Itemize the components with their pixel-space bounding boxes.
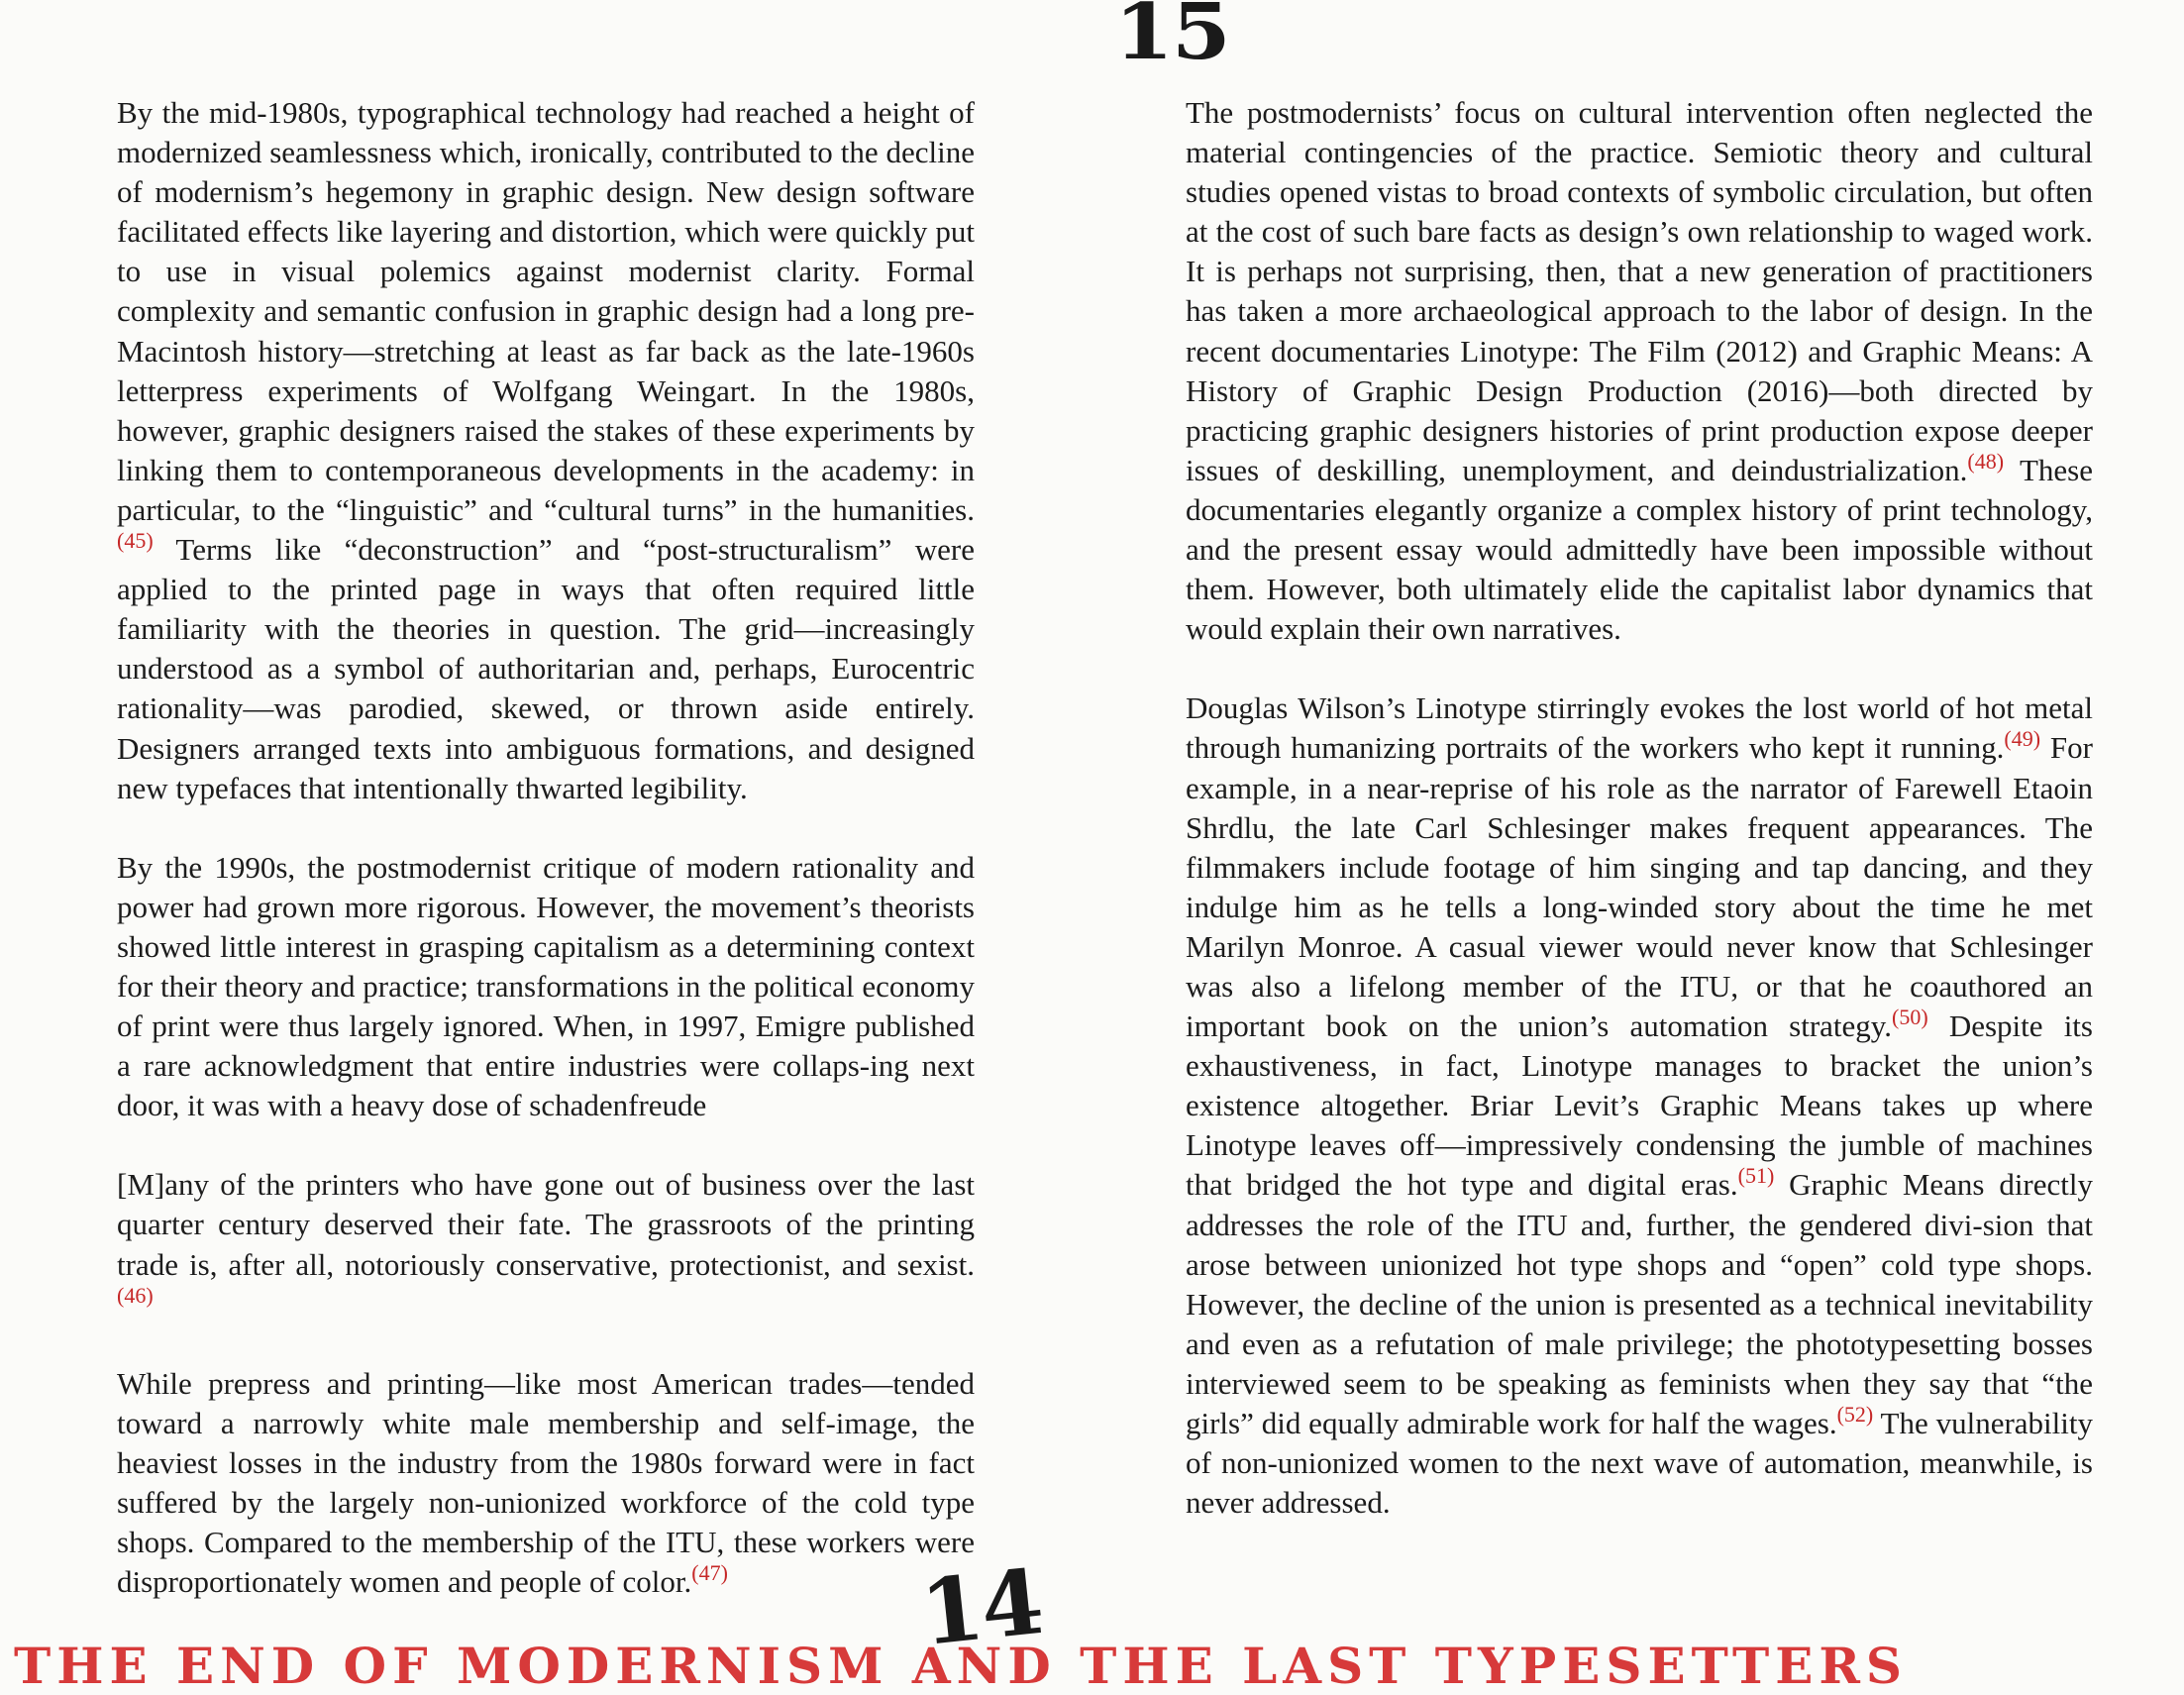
left-column (117, 93, 975, 1642)
paragraph-text: Terms like “deconstruction” and “post-structuralism” were applied to the printed page in ways that often required little familiarity with the theories in question. The grid—increasingly understood as a symbol of authoritarian and, perhaps, Eurocentric rationality—was parodied, skewed, or thrown aside entirely. Designers arranged texts into ambiguous formations, and designed new typefaces that intentionally thwarted legibility. (117, 532, 975, 805)
paragraph-text: By the mid-1980s, typographical technology had reached a height of modernized seamlessness which, ironically, contributed to the decline of modernism’s hegemony in graphic design. New design software facilitated effects like layering and distortion, which were quickly put to use in visual polemics against modernist clarity. Formal complexity and semantic confusion in graphic design had a long pre-Macintosh history—stretching at least as far back as the late-1960s letterpress experiments of Wolfgang Weingart. In the 1980s, however, graphic designers raised the stakes of these experiments by linking them to contemporaneous developments in the academy: in particular, to the “linguistic” and “cultural turns” in the humanities. (117, 95, 975, 527)
page-number-bottom: 14 (915, 1548, 1047, 1667)
paragraph-text: Graphic Means directly addresses the role of the ITU and, further, the gendered divi-sion that arose between unionized hot type shops and “open” cold type shops. However, the decline of the union is presented as a technical inevitability and even as a refutation of male privilege; the phototypesetting bosses interviewed seem to be speaking as feminists when they say that “the girls” did equally admirable work for half the wages. (1186, 1167, 2093, 1440)
right-column (1186, 93, 2093, 1562)
paragraph-text: Douglas Wilson’s Linotype stirringly evokes the lost world of hot metal through humanizing portraits of the workers who kept it running. (1186, 690, 2093, 766)
paragraph-text: Despite its exhaustiveness, in fact, Linotype manages to bracket the union’s existence altogether. Briar Levit’s Graphic Means takes up where Linotype leaves off—impressively condensing the jumble of machines that bridged the hot type and digital eras. (1186, 1008, 2093, 1203)
paragraph-text: These documentaries elegantly organize a complex history of print technology, and the present essay would admittedly have been impossible without them. However, both ultimately elide the capitalist labor dynamics that would explain their own narratives. (1186, 452, 2093, 647)
footnote-marker[interactable]: (46) (117, 1282, 154, 1308)
footnote-marker[interactable]: (47) (691, 1560, 728, 1586)
paragraph-text: For example, in a near-reprise of his role as the narrator of Farewell Etaoin Shrdlu, the late Carl Schlesinger makes frequent appearances. The filmmakers include footage of him singing and tap dancing, and they indulge him as he tells a long-winded story about the time he met Marilyn Monroe. A casual viewer would never know that Schlesinger was also a lifelong member of the ITU, or that he coauthored an important book on the union’s automation strategy. (1186, 730, 2093, 1044)
paragraph-text: The postmodernists’ focus on cultural intervention often neglected the material contingencies of the practice. Semiotic theory and cultural studies opened vistas to broad contexts of symbolic circulation, but often at the cost of such bare facts as design’s own relationship to waged work. It is perhaps not surprising, then, that a new generation of practitioners has taken a more archaeological approach to the labor of design. In the recent documentaries Linotype: The Film (2012) and Graphic Means: A History of Graphic Design Production (2016)—both directed by practicing graphic designers histories of print production expose deeper issues of deskilling, unemployment, and deindustrialization. (1186, 95, 2093, 487)
paragraph (117, 1364, 975, 1603)
footnote-marker[interactable]: (52) (1836, 1402, 1874, 1427)
paragraph-text: The vulnerability of non-unionized women to the next wave of automation, meanwhile, is never addressed. (1186, 1406, 2094, 1521)
page-number-top: 15 (1114, 0, 1229, 77)
paragraph: By the 1990s, the postmodernist critique of modern rationality and power had grown more rigorous. However, the movement’s theorists showed little interest in grasping capitalism as a determining context for their theory and practice; transformations in the political economy of print were thus largely ignored. When, in 1997, Emigre published a rare acknowledgment that entire industries were collaps-ing next door, it was with a heavy dose of schadenfreude (117, 849, 975, 1123)
block-quote (117, 1165, 975, 1324)
footnote-marker[interactable]: (49) (2004, 726, 2041, 752)
footnote-marker[interactable]: (48) (1967, 448, 2005, 474)
paragraph-text: While prepress and printing—like most American trades—tended toward a narrowly white male membership and self-image, the heaviest losses in the industry from the 1980s forward were in fact suffered by the largely non-unionized workforce of the cold type shops. Compared to the membership of the ITU, these workers were disproportionately women and people of color. (117, 1365, 975, 1600)
paragraph (1186, 689, 2093, 1523)
paragraph (1186, 93, 2093, 649)
running-footer-title: THE END OF MODERNISM AND THE LAST TYPESETTERS (14, 1637, 1909, 1695)
footnote-marker[interactable]: (45) (117, 528, 154, 554)
quote-text: [M]any of the printers who have gone out of business over the last quarter century deserved their fate. The grassroots of the printing trade is, after all, notoriously conservative, protectionist, and sexist. (117, 1167, 975, 1282)
paragraph (117, 93, 975, 808)
footnote-marker[interactable]: (51) (1737, 1163, 1775, 1189)
footnote-marker[interactable]: (50) (1892, 1005, 1928, 1030)
